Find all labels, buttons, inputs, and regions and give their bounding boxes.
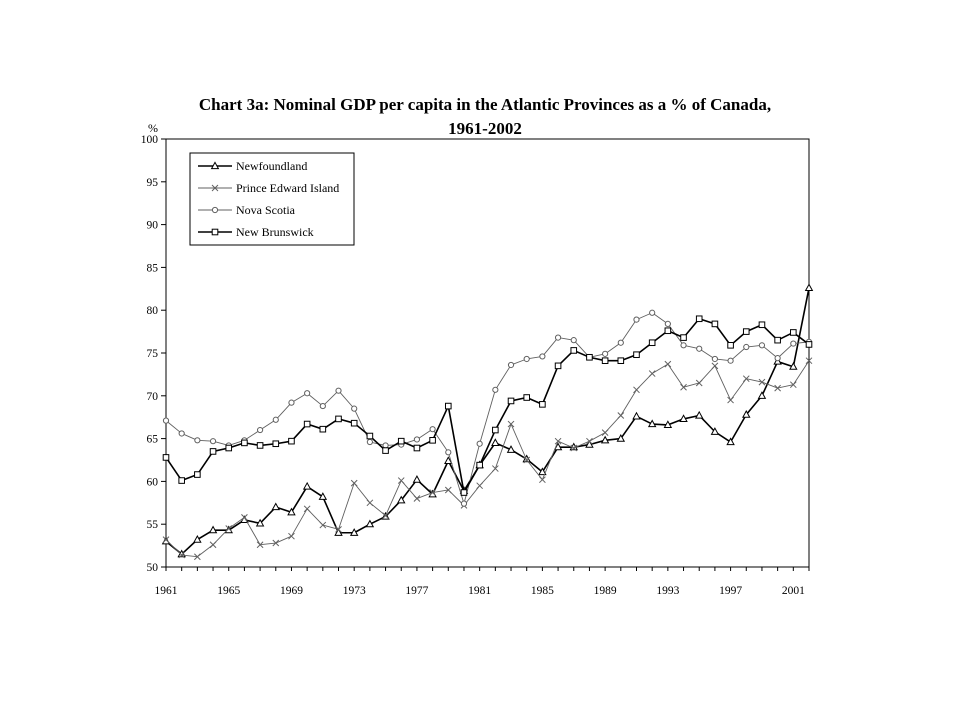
data-point-nova-scotia xyxy=(775,356,780,361)
x-tick-label: 1997 xyxy=(719,585,743,597)
data-point-nova-scotia xyxy=(289,400,294,405)
data-point-new-brunswick xyxy=(649,340,655,346)
data-point-new-brunswick xyxy=(226,445,232,451)
data-point-nova-scotia xyxy=(273,417,278,422)
data-point-new-brunswick xyxy=(398,438,404,444)
data-point-nova-scotia xyxy=(728,358,733,363)
data-point-new-brunswick xyxy=(242,440,248,446)
data-point-new-brunswick xyxy=(540,402,546,408)
data-point-new-brunswick xyxy=(477,462,483,468)
data-point-new-brunswick xyxy=(163,455,169,461)
y-tick-label: 75 xyxy=(146,348,158,360)
data-point-new-brunswick xyxy=(602,358,608,364)
data-point-new-brunswick xyxy=(195,472,201,478)
y-tick-label: 80 xyxy=(146,305,158,318)
data-point-nova-scotia xyxy=(163,418,168,423)
data-point-new-brunswick xyxy=(587,354,593,360)
data-point-new-brunswick xyxy=(508,398,514,404)
x-tick-label: 1981 xyxy=(468,585,492,597)
data-point-new-brunswick xyxy=(257,443,263,449)
data-point-nova-scotia xyxy=(697,346,702,351)
data-point-new-brunswick xyxy=(665,328,671,334)
data-point-nova-scotia xyxy=(430,427,435,432)
data-point-new-brunswick xyxy=(461,490,467,496)
data-point-nova-scotia xyxy=(477,441,482,446)
data-point-new-brunswick xyxy=(681,335,687,341)
data-point-nova-scotia xyxy=(759,343,764,348)
data-point-nova-scotia xyxy=(618,340,623,345)
y-tick-label: 90 xyxy=(146,219,158,232)
data-point-nova-scotia xyxy=(446,450,451,455)
x-tick-label: 2001 xyxy=(781,585,805,597)
data-point-nova-scotia xyxy=(791,341,796,346)
data-point-nova-scotia xyxy=(383,443,388,448)
legend-label-nova-scotia: Nova Scotia xyxy=(236,203,295,217)
chart-title-line1: Chart 3a: Nominal GDP per capita in the Atlantic Provinces as a % of Canada, xyxy=(198,95,772,114)
y-axis-label: % xyxy=(148,121,158,135)
x-tick-label: 1977 xyxy=(405,585,429,597)
data-point-nova-scotia xyxy=(508,362,513,367)
data-point-nova-scotia xyxy=(305,391,310,396)
y-tick-label: 95 xyxy=(146,176,158,189)
y-tick-label: 55 xyxy=(146,519,158,532)
legend-label-newfoundland: Newfoundland xyxy=(236,159,308,173)
x-tick-label: 1989 xyxy=(593,585,617,597)
legend-swatch-marker-nova-scotia xyxy=(212,207,217,212)
data-point-new-brunswick xyxy=(367,433,373,439)
data-point-new-brunswick xyxy=(696,316,702,322)
data-point-nova-scotia xyxy=(493,387,498,392)
data-point-new-brunswick xyxy=(555,363,561,369)
data-point-new-brunswick xyxy=(304,421,310,427)
legend-label-prince-edward-island: Prince Edward Island xyxy=(236,181,340,195)
y-tick-label: 70 xyxy=(146,390,158,403)
data-point-nova-scotia xyxy=(414,437,419,442)
data-point-nova-scotia xyxy=(336,388,341,393)
data-point-nova-scotia xyxy=(352,406,357,411)
x-tick-label: 1969 xyxy=(279,585,303,597)
x-tick-label: 1973 xyxy=(342,585,366,597)
data-point-nova-scotia xyxy=(571,338,576,343)
x-tick-label: 1965 xyxy=(217,585,241,597)
data-point-new-brunswick xyxy=(273,441,279,447)
data-point-new-brunswick xyxy=(634,352,640,358)
data-point-nova-scotia xyxy=(555,335,560,340)
x-tick-label: 1961 xyxy=(154,585,178,597)
data-point-new-brunswick xyxy=(430,438,436,444)
y-tick-label: 100 xyxy=(140,134,158,146)
y-tick-label: 65 xyxy=(146,433,158,446)
data-point-nova-scotia xyxy=(665,321,670,326)
legend-swatch-marker-new-brunswick xyxy=(212,229,218,235)
legend-label-new-brunswick: New Brunswick xyxy=(236,225,314,239)
data-point-nova-scotia xyxy=(744,344,749,349)
data-point-nova-scotia xyxy=(461,501,466,506)
data-point-new-brunswick xyxy=(806,342,812,348)
data-point-new-brunswick xyxy=(336,416,342,422)
data-point-new-brunswick xyxy=(712,321,718,327)
data-point-new-brunswick xyxy=(383,448,389,454)
data-point-new-brunswick xyxy=(493,427,499,433)
data-point-nova-scotia xyxy=(681,343,686,348)
data-point-nova-scotia xyxy=(524,356,529,361)
data-point-new-brunswick xyxy=(791,330,797,336)
data-point-nova-scotia xyxy=(650,310,655,315)
data-point-nova-scotia xyxy=(712,356,717,361)
data-point-new-brunswick xyxy=(775,337,781,343)
data-point-new-brunswick xyxy=(728,342,734,348)
data-point-new-brunswick xyxy=(571,348,577,354)
data-point-nova-scotia xyxy=(603,351,608,356)
y-tick-label: 50 xyxy=(146,562,158,574)
legend xyxy=(190,153,354,245)
data-point-new-brunswick xyxy=(743,329,749,335)
data-point-new-brunswick xyxy=(351,420,357,426)
data-point-new-brunswick xyxy=(445,403,451,409)
data-point-new-brunswick xyxy=(618,358,624,364)
x-tick-label: 1993 xyxy=(656,585,680,597)
y-tick-label: 60 xyxy=(146,476,158,489)
data-point-nova-scotia xyxy=(367,439,372,444)
x-tick-label: 1985 xyxy=(530,585,554,597)
data-point-nova-scotia xyxy=(257,427,262,432)
data-point-nova-scotia xyxy=(540,354,545,359)
data-point-new-brunswick xyxy=(414,445,420,451)
data-point-new-brunswick xyxy=(179,478,185,484)
data-point-new-brunswick xyxy=(524,395,530,401)
data-point-new-brunswick xyxy=(759,322,765,328)
data-point-new-brunswick xyxy=(320,426,326,432)
data-point-nova-scotia xyxy=(634,317,639,322)
data-point-nova-scotia xyxy=(179,431,184,436)
data-point-new-brunswick xyxy=(210,449,216,455)
data-point-nova-scotia xyxy=(195,438,200,443)
data-point-nova-scotia xyxy=(210,439,215,444)
chart-title-line2: 1961-2002 xyxy=(448,119,522,138)
data-point-nova-scotia xyxy=(320,403,325,408)
data-point-new-brunswick xyxy=(289,438,295,444)
y-tick-label: 85 xyxy=(146,262,158,275)
